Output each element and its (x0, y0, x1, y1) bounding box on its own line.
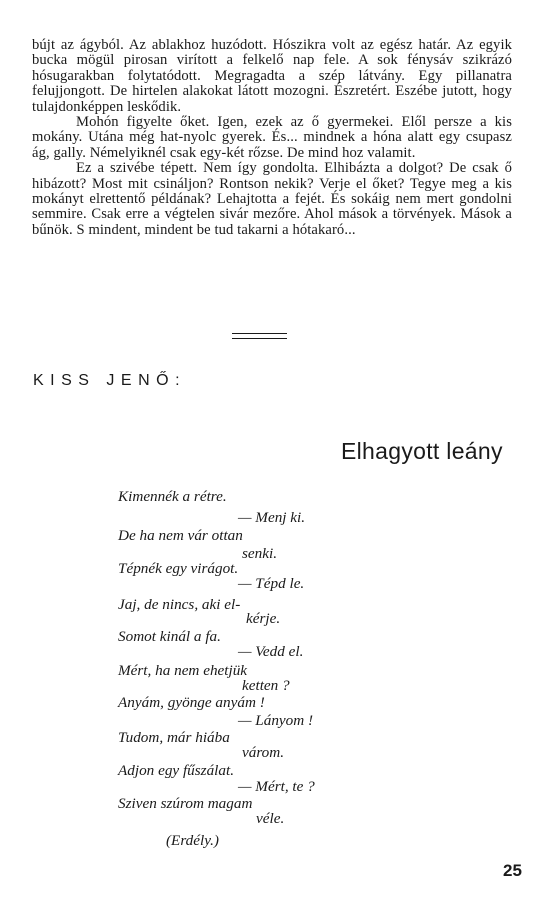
poem-line: — Vedd el. (238, 643, 304, 660)
poem-line: véle. (256, 810, 285, 827)
poem-line: Tudom, már hiába (118, 729, 230, 746)
poem-line: — Mért, te ? (238, 778, 315, 795)
poem-line: kérje. (246, 610, 281, 627)
poem-line: senki. (242, 545, 278, 562)
poem-line: várom. (242, 744, 285, 761)
paragraph: bújt az ágyból. Az ablakhoz huzódott. Hószikra volt az egész határ. Az egyik bucka mögül pirosan virított a felkelő nap fele. A sok fénysáv szikrázó hósugarakban folytatódott. Megragadta a szép látvány. Egy pillanatra felujjongott. De hirtelen alakokat látott mozogni. Észretért. Eszébe jutott, hogy tulajdonképpen leskődik. (32, 37, 512, 115)
poem-line: De ha nem vár ottan (118, 527, 243, 544)
poem-source: (Erdély.) (166, 832, 219, 849)
poem-title: Elhagyott leány (341, 438, 503, 464)
paragraph: Ez a szivébe tépett. Nem így gondolta. Elhibázta a dolgot? De csak ő hibázott? Most mit csináljon? Rontson nekik? Verje el őket? Tegye meg a kis mokányt elrettentő példának? Lehajtotta a fejét. És sokáig nem mert gondolni semmire. Csak erre a végtelen sivár mezőre. Ahol mások a törvények. Mások a bűnök. S mindent, mindent be tud takarni a hótakaró... (32, 160, 512, 238)
poem-line: — Lányom ! (238, 712, 314, 729)
poem-line: — Tépd le. (238, 575, 305, 592)
poem-line: Sziven szúrom magam (118, 795, 253, 812)
poem-line: Kimennék a rétre. (118, 488, 227, 505)
poem-line: — Menj ki. (238, 509, 306, 526)
poem-line: Anyám, gyönge anyám ! (118, 694, 265, 711)
poem-line: Adjon egy fűszálat. (118, 762, 235, 779)
poem-line: ketten ? (242, 677, 290, 694)
poem-line: Mért, ha nem ehetjük (118, 662, 248, 679)
poem-line: Jaj, de nincs, aki el- (118, 596, 241, 613)
page-number: 25 (503, 861, 522, 880)
poem-line: Tépnék egy virágot. (118, 560, 239, 577)
poem-line: Somot kinál a fa. (118, 628, 221, 645)
paragraph: Mohón figyelte őket. Igen, ezek az ő gyermekei. Elől persze a kis mokány. Utána még hat-nyolc gyerek. És... mindnek a hóna alatt egy csupasz ág, gally. Némelyiknél csak egy-két rőzse. De mind hoz valamit. (32, 114, 512, 161)
author-name: KISS JENŐ: (33, 372, 187, 389)
